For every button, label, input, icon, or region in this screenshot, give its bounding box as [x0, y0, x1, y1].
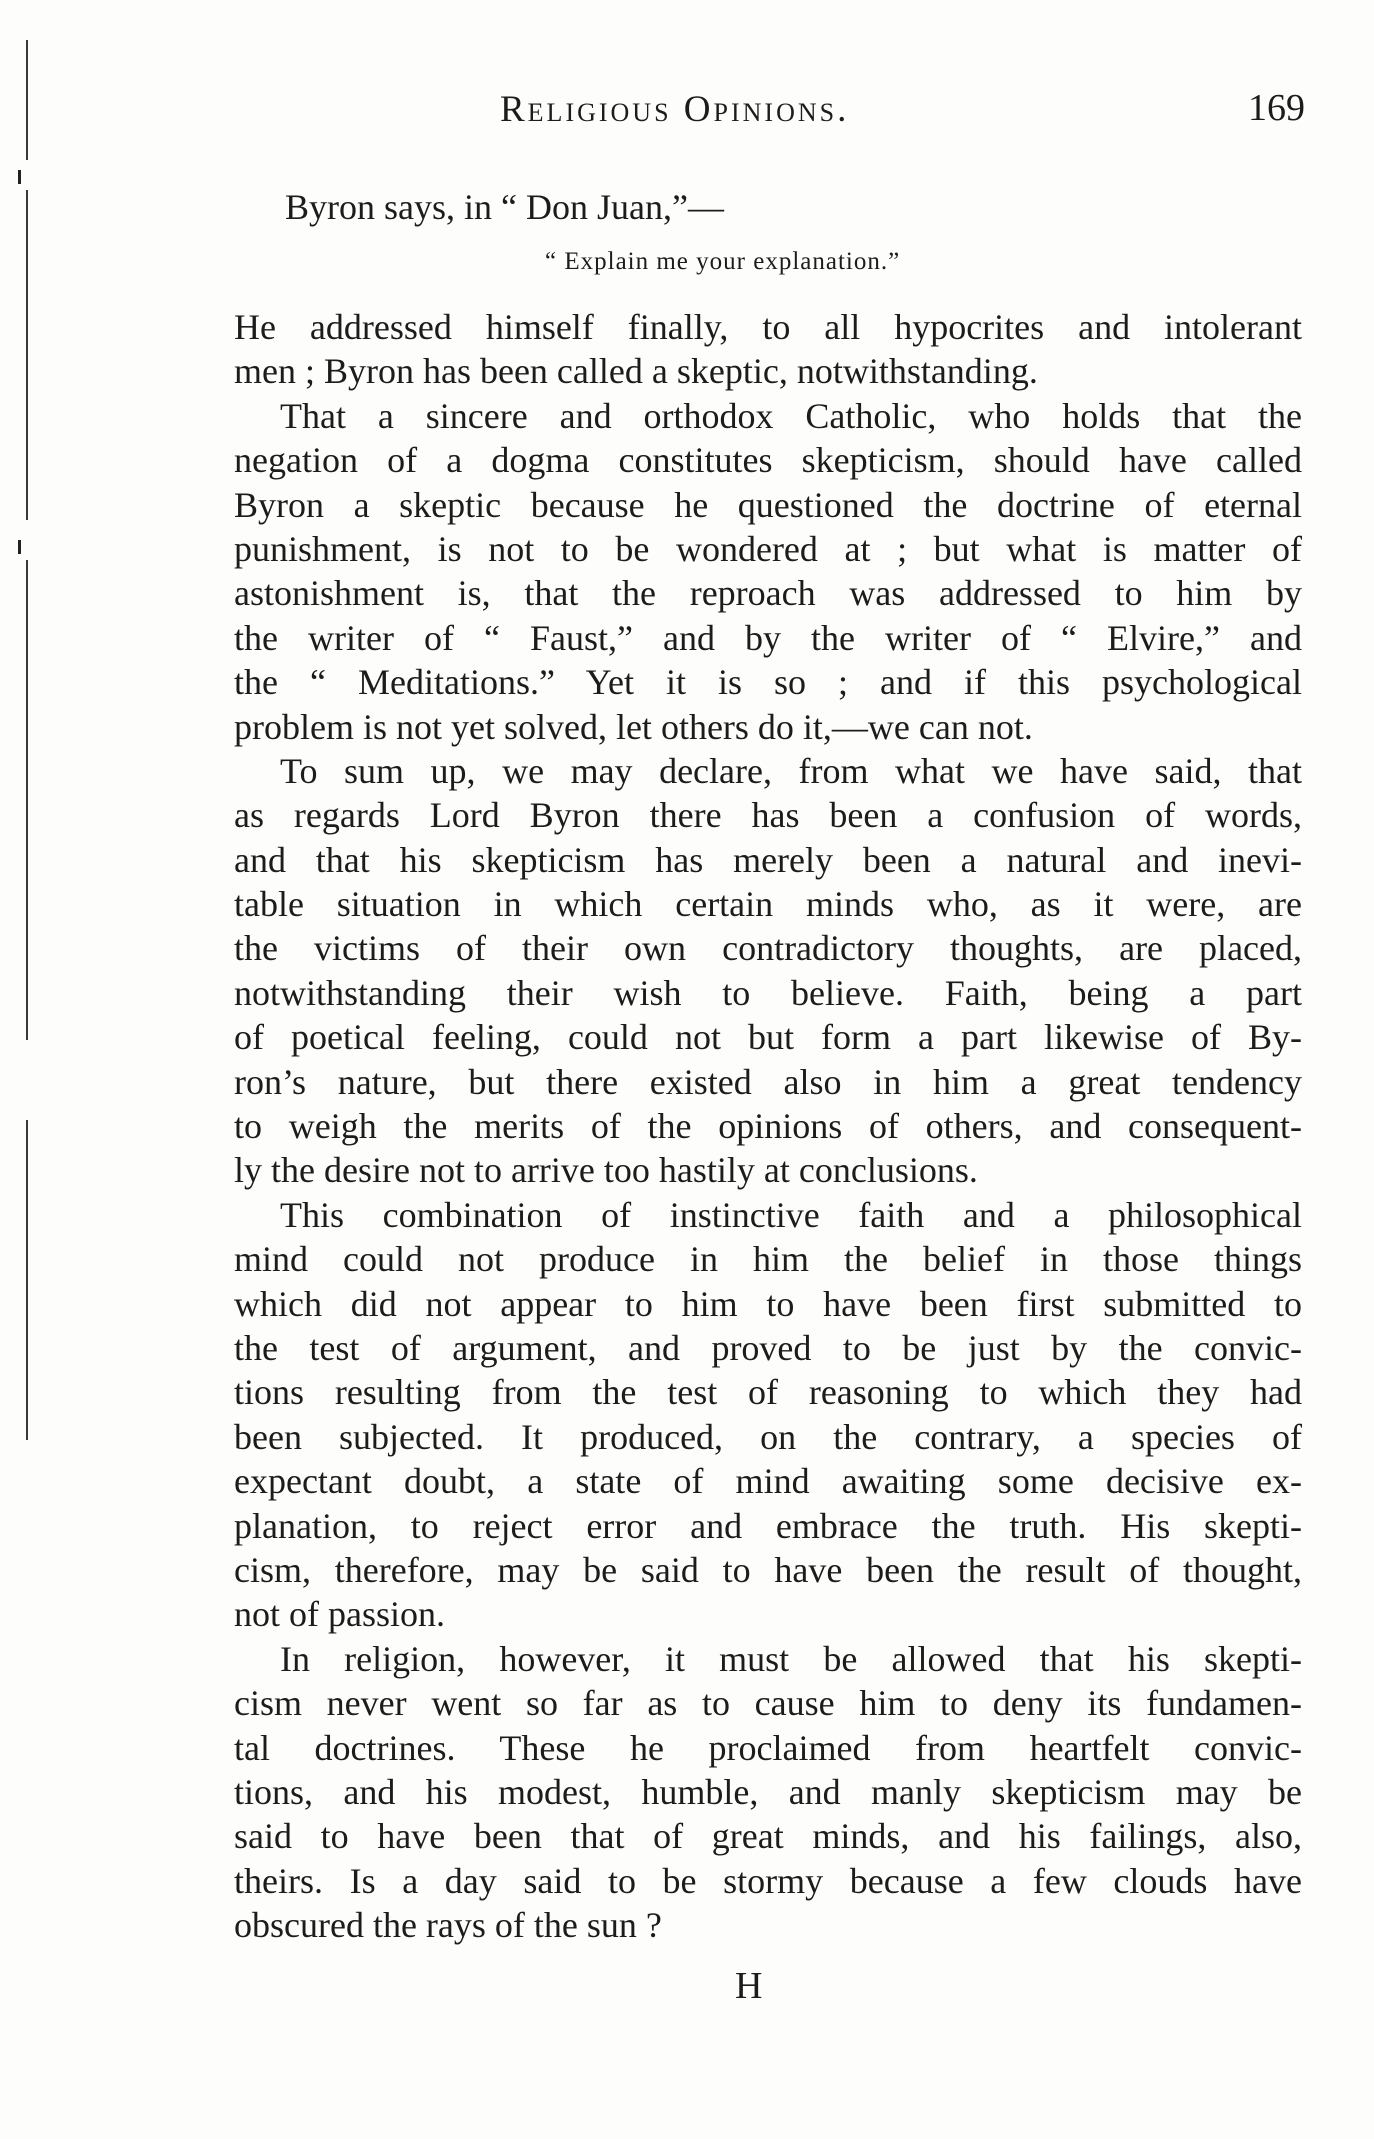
text-line: astonishment is, that the reproach was addressed to him by	[234, 573, 1302, 614]
text-line: That a sincere and orthodox Catholic, who holds that the	[280, 395, 1302, 436]
text-line: not of passion.	[234, 1594, 445, 1635]
signature-mark: H	[735, 1965, 763, 2007]
page-number: 169	[1248, 87, 1305, 129]
running-head: Religious Opinions.	[500, 89, 850, 130]
margin-mark	[18, 540, 21, 554]
text-line: which did not appear to him to have been first submitted to	[234, 1283, 1302, 1324]
text-line: cism, therefore, may be said to have been the result of thought,	[234, 1549, 1302, 1590]
text-line: tal doctrines. These he proclaimed from heartfelt convic-	[234, 1727, 1302, 1768]
text-line: as regards Lord Byron there has been a confusion of words,	[234, 795, 1302, 836]
text-line: expectant doubt, a state of mind awaiting some decisive ex-	[234, 1461, 1302, 1502]
body-text	[234, 305, 1302, 1947]
text-line: obscured the rays of the sun ?	[234, 1905, 662, 1946]
text-line: ron’s nature, but there existed also in him a great tendency	[234, 1061, 1302, 1102]
intro-line: Byron says, in “ Don Juan,”—	[285, 187, 724, 227]
text-line: problem is not yet solved, let others do it,—we can not.	[234, 706, 1033, 747]
text-line: punishment, is not to be wondered at ; but what is matter of	[234, 528, 1302, 569]
text-line: This combination of instinctive faith and a philosophical	[280, 1194, 1302, 1235]
text-line: men ; Byron has been called a skeptic, notwithstanding.	[234, 351, 1038, 392]
text-line: planation, to reject error and embrace the truth. His skepti-	[234, 1505, 1302, 1546]
text-line: been subjected. It produced, on the contrary, a species of	[234, 1416, 1302, 1457]
text-line: tions, and his modest, humble, and manly skepticism may be	[234, 1771, 1302, 1812]
margin-mark	[18, 170, 21, 184]
text-line: He addressed himself finally, to all hypocrites and intolerant	[234, 307, 1302, 347]
text-line: notwithstanding their wish to believe. Faith, being a part	[234, 972, 1302, 1013]
text-line: to weigh the merits of the opinions of others, and consequent-	[234, 1106, 1302, 1147]
text-line: ly the desire not to arrive too hastily at conclusions.	[234, 1150, 978, 1191]
text-line: said to have been that of great minds, and his failings, also,	[234, 1816, 1302, 1857]
text-line: tions resulting from the test of reasoning to which they had	[234, 1372, 1302, 1413]
text-line: Byron a skeptic because he questioned the doctrine of eternal	[234, 484, 1302, 525]
text-line: In religion, however, it must be allowed that his skepti-	[280, 1638, 1302, 1679]
text-line: theirs. Is a day said to be stormy because a few clouds have	[234, 1860, 1302, 1901]
epigraph-quote: “ Explain me your explanation.”	[545, 248, 901, 275]
text-line: cism never went so far as to cause him to deny its fundamen-	[234, 1683, 1302, 1724]
text-line: table situation in which certain minds who, as it were, are	[234, 884, 1302, 925]
text-line: mind could not produce in him the belief in those things	[234, 1239, 1302, 1280]
text-line: negation of a dogma constitutes skepticism, should have called	[234, 440, 1302, 481]
left-margin-rule	[26, 40, 28, 160]
left-margin-rule	[26, 1120, 28, 1440]
text-line: the victims of their own contradictory thoughts, are placed,	[234, 928, 1302, 969]
text-line: the “ Meditations.” Yet it is so ; and if this psychological	[234, 662, 1302, 703]
text-line: the test of argument, and proved to be just by the convic-	[234, 1327, 1302, 1368]
text-line: To sum up, we may declare, from what we have said, that	[280, 750, 1302, 791]
text-line: and that his skepticism has merely been a natural and inevi-	[234, 839, 1302, 880]
left-margin-rule	[26, 560, 28, 1040]
left-margin-rule	[26, 190, 28, 520]
text-line: of poetical feeling, could not but form a part likewise of By-	[234, 1017, 1302, 1058]
text-line: the writer of “ Faust,” and by the writer of “ Elvire,” and	[234, 617, 1302, 658]
